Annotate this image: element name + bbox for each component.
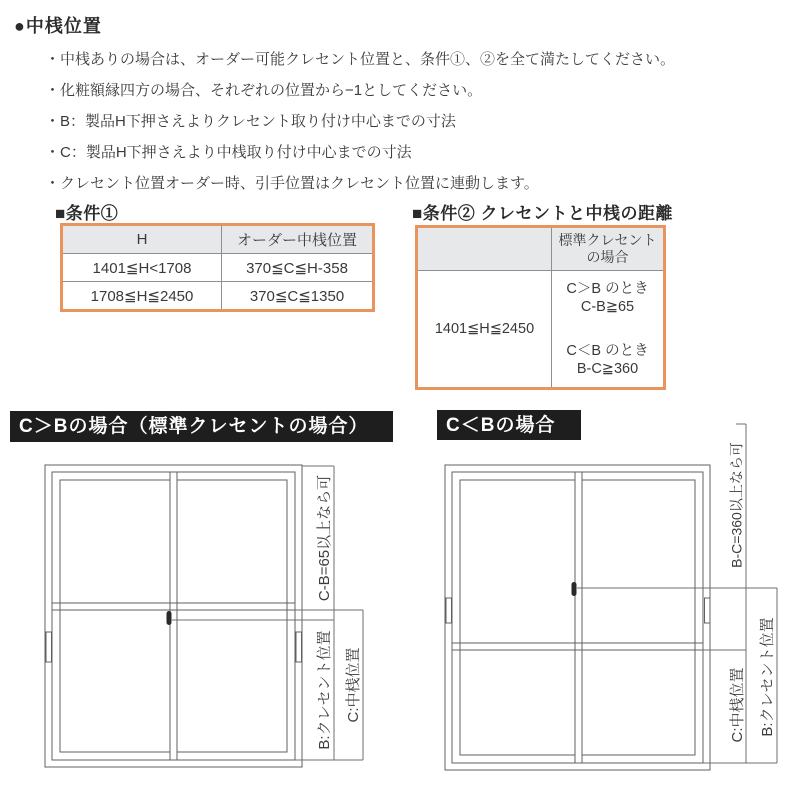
cell-h-range: 1401≦H≦2450 — [417, 271, 552, 389]
table-row — [62, 254, 374, 282]
note-text: 中桟ありの場合は、オーダー可能クレセント位置と、条件①、②を全て満たしてください。 — [60, 51, 676, 68]
table-header-row — [417, 227, 665, 271]
crescent-lock-icon — [572, 582, 577, 596]
condition2-heading: ■条件② クレセントと中桟の距離 — [412, 204, 673, 223]
bullet-icon: ・ — [45, 82, 61, 99]
window-inner-frame — [52, 472, 295, 760]
header-line: の場合 — [586, 249, 629, 265]
bullet-icon: ・ — [45, 51, 61, 68]
label-c-minus-b: C-B=65以上なら可 — [315, 474, 333, 602]
page-title: ●中桟位置 — [14, 16, 102, 36]
cell-rules — [552, 271, 665, 389]
rule-condition: C＜B のとき — [566, 343, 649, 359]
diagram-right-title: C＜Bの場合 — [437, 410, 581, 440]
table-header-row — [62, 225, 374, 254]
rule-formula: B-C≧360 — [576, 361, 639, 377]
crescent-lock-icon — [167, 611, 172, 625]
bullet-icon: ・ — [45, 175, 61, 192]
right-pull-handle — [296, 632, 302, 662]
cell-h-range: 1401≦H<1708 — [62, 254, 222, 282]
right-sash-glass — [582, 480, 695, 755]
condition1-table — [60, 223, 375, 312]
cell-c-range: 370≦C≦1350 — [222, 282, 374, 311]
left-sash-glass — [460, 480, 575, 755]
note-text: 化粧額縁四方の場合、それぞれの位置から−1としてください。 — [60, 82, 483, 99]
header-cell-empty — [417, 227, 552, 271]
note-line — [45, 106, 675, 137]
header-cell-standard-crescent — [552, 227, 665, 271]
window-outer-frame — [445, 465, 710, 770]
diagram-left-window-elevation — [20, 450, 380, 790]
label-c-rail-position: C:中桟位置 — [728, 667, 746, 743]
cell-c-range: 370≦C≦H-358 — [222, 254, 374, 282]
bullet-icon: ・ — [45, 113, 61, 130]
note-line — [45, 44, 675, 75]
bullet-icon: ・ — [45, 144, 61, 161]
table-row — [62, 282, 374, 311]
spacer — [556, 316, 659, 342]
header-cell-order-rail-position: オーダー中桟位置 — [222, 225, 374, 254]
label-b-minus-c: B-C=360以上なら可 — [728, 442, 745, 568]
rule-formula: C-B≧65 — [580, 299, 635, 315]
right-pull-handle — [705, 598, 711, 623]
left-sash-glass — [60, 480, 170, 752]
label-b-crescent-position: B:クレセント位置 — [315, 630, 333, 750]
header-line: 標準クレセント — [558, 232, 657, 248]
window-inner-frame — [452, 472, 703, 763]
rule-case2 — [556, 342, 659, 378]
label-b-crescent-position: B:クレセント位置 — [758, 617, 776, 737]
left-pull-handle — [46, 632, 52, 662]
note-text: クレセント位置オーダー時、引手位置はクレセント位置に連動します。 — [60, 175, 539, 192]
notes-list — [45, 44, 675, 199]
condition1-heading: ■条件① — [55, 204, 119, 223]
diagram-left-title: C＞Bの場合（標準クレセントの場合） — [10, 411, 393, 442]
rule-condition: C＞B のとき — [566, 281, 649, 297]
header-cell-h: H — [62, 225, 222, 254]
diagram-right-window-elevation — [430, 405, 790, 795]
note-text: C：製品H下押さえより中桟取り付け中心までの寸法 — [60, 144, 412, 161]
rule-case1 — [556, 280, 659, 316]
note-text: B：製品H下押さえよりクレセント取り付け中心までの寸法 — [60, 113, 456, 130]
window-outer-frame — [45, 465, 302, 767]
cell-h-range: 1708≦H≦2450 — [62, 282, 222, 311]
condition2-table — [415, 225, 666, 390]
table-row — [417, 271, 665, 389]
label-c-rail-position: C:中桟位置 — [344, 647, 362, 723]
note-line — [45, 168, 675, 199]
note-line — [45, 75, 675, 106]
note-line — [45, 137, 675, 168]
right-sash-glass — [177, 480, 287, 752]
left-pull-handle — [446, 598, 452, 623]
